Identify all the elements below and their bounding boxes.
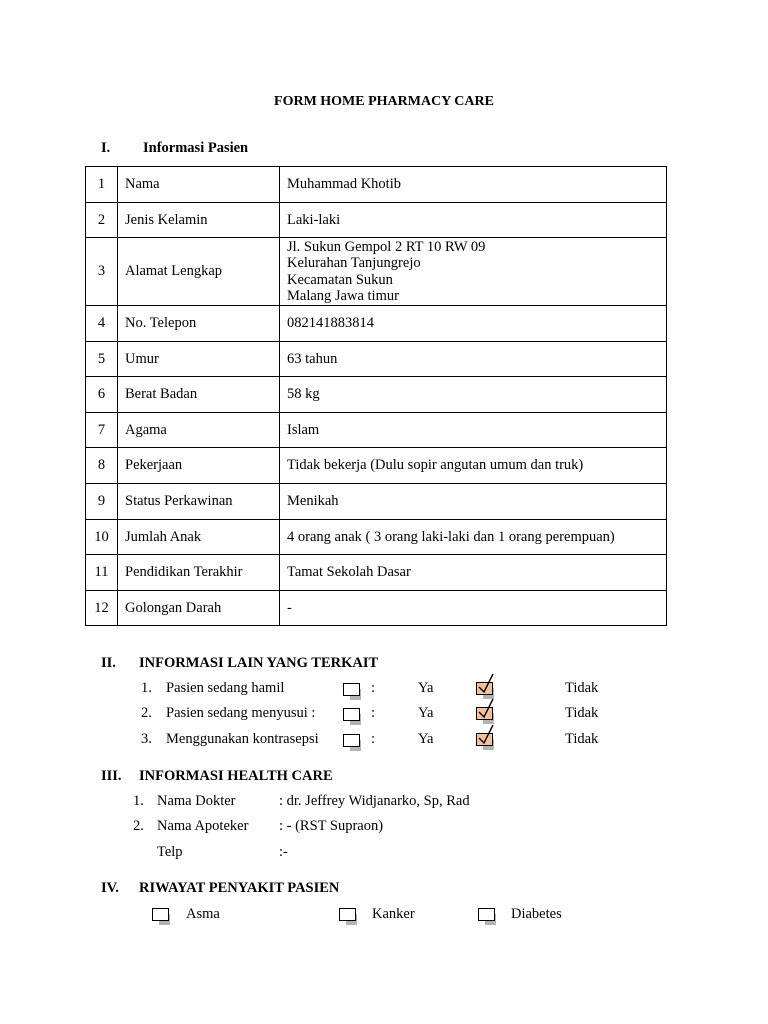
checkbox-box bbox=[339, 908, 356, 921]
disease-label: Asma bbox=[186, 906, 220, 922]
row-label: Status Perkawinan bbox=[118, 484, 280, 520]
row-value bbox=[280, 342, 667, 377]
row-label: Alamat Lengkap bbox=[118, 238, 280, 306]
row-value-line: 63 tahun bbox=[287, 350, 338, 367]
item-label: Nama Dokter bbox=[157, 793, 236, 809]
row-value bbox=[280, 591, 667, 626]
section-3-number: III. bbox=[101, 768, 122, 784]
table-row bbox=[86, 591, 667, 626]
table-row bbox=[86, 484, 667, 520]
item-value: : - (RST Supraon) bbox=[279, 818, 384, 834]
row-label: Pendidikan Terakhir bbox=[118, 555, 280, 591]
row-value bbox=[280, 167, 667, 203]
item-number: 1. bbox=[133, 793, 144, 809]
item-colon: : bbox=[371, 731, 376, 747]
table-row bbox=[86, 203, 667, 238]
item-label: Pasien sedang hamil bbox=[166, 680, 285, 696]
row-label: Berat Badan bbox=[118, 377, 280, 413]
item-label: Pasien sedang menyusui : bbox=[166, 705, 316, 721]
row-label: No. Telepon bbox=[118, 306, 280, 342]
checkbox-box bbox=[343, 734, 360, 747]
disease-checkbox-diabetes[interactable] bbox=[478, 908, 495, 921]
no-checkbox[interactable] bbox=[476, 682, 493, 695]
disease-checkbox-kanker[interactable] bbox=[339, 908, 356, 921]
table-row bbox=[86, 306, 667, 342]
row-number: 8 bbox=[86, 448, 118, 484]
item-number: 2. bbox=[141, 705, 152, 721]
row-value-line: 58 kg bbox=[287, 386, 320, 403]
table-row bbox=[86, 167, 667, 203]
item-number: 3. bbox=[141, 731, 152, 747]
checkbox-box bbox=[343, 683, 360, 696]
table-row bbox=[86, 238, 667, 306]
section-4-number: IV. bbox=[101, 880, 119, 896]
item-value: : dr. Jeffrey Widjanarko, Sp, Rad bbox=[279, 793, 470, 809]
row-number: 9 bbox=[86, 484, 118, 520]
table-row bbox=[86, 555, 667, 591]
no-label: Tidak bbox=[565, 680, 599, 696]
checkbox-box bbox=[478, 908, 495, 921]
row-value bbox=[280, 238, 667, 306]
no-checkbox[interactable] bbox=[476, 733, 493, 746]
row-value-line: 082141883814 bbox=[287, 315, 374, 332]
row-number: 10 bbox=[86, 520, 118, 555]
section-4-heading: RIWAYAT PENYAKIT PASIEN bbox=[139, 880, 340, 896]
row-value bbox=[280, 306, 667, 342]
row-value-line: - bbox=[287, 599, 292, 616]
yes-checkbox[interactable] bbox=[343, 683, 360, 696]
disease-checkbox-asma[interactable] bbox=[152, 908, 169, 921]
disease-label: Diabetes bbox=[511, 906, 562, 922]
item-number: 2. bbox=[133, 818, 144, 834]
row-value-line: Islam bbox=[287, 421, 320, 438]
item-label: Nama Apoteker bbox=[157, 818, 249, 834]
row-label: Pekerjaan bbox=[118, 448, 280, 484]
checkmark-icon bbox=[476, 723, 498, 747]
row-value-line: 4 orang anak ( 3 orang laki-laki dan 1 orang perempuan) bbox=[287, 528, 615, 545]
item-colon: : bbox=[371, 705, 376, 721]
row-value-line: Kelurahan Tanjungrejo bbox=[287, 255, 421, 271]
table-row bbox=[86, 448, 667, 484]
form-title: FORM HOME PHARMACY CARE bbox=[274, 94, 494, 109]
table-row bbox=[86, 413, 667, 448]
section-1-number: I. bbox=[101, 140, 111, 156]
row-value-line: Tamat Sekolah Dasar bbox=[287, 564, 411, 581]
disease-label: Kanker bbox=[372, 906, 415, 922]
section-2-number: II. bbox=[101, 655, 116, 671]
row-value-line: Menikah bbox=[287, 493, 339, 510]
row-number: 2 bbox=[86, 203, 118, 238]
row-value-line: Jl. Sukun Gempol 2 RT 10 RW 09 bbox=[287, 238, 486, 255]
checkmark-icon bbox=[476, 672, 498, 696]
item-label: Telp bbox=[157, 844, 183, 860]
no-label: Tidak bbox=[565, 731, 599, 747]
no-checkbox[interactable] bbox=[476, 707, 493, 720]
checkbox-box bbox=[152, 908, 169, 921]
row-number: 4 bbox=[86, 306, 118, 342]
row-number: 11 bbox=[86, 555, 118, 591]
row-value bbox=[280, 377, 667, 413]
row-value bbox=[280, 520, 667, 555]
row-label: Jenis Kelamin bbox=[118, 203, 280, 238]
yes-checkbox[interactable] bbox=[343, 708, 360, 721]
row-number: 3 bbox=[86, 238, 118, 306]
item-number: 1. bbox=[141, 680, 152, 696]
table-row bbox=[86, 520, 667, 555]
row-number: 5 bbox=[86, 342, 118, 377]
row-label: Golongan Darah bbox=[118, 591, 280, 626]
yes-label: Ya bbox=[418, 680, 434, 696]
row-number: 12 bbox=[86, 591, 118, 626]
checkmark-icon bbox=[476, 697, 498, 721]
row-value-line: Kecamatan Sukun bbox=[287, 271, 393, 288]
yes-label: Ya bbox=[418, 705, 434, 721]
row-value bbox=[280, 484, 667, 520]
row-value bbox=[280, 555, 667, 591]
row-value bbox=[280, 413, 667, 448]
row-value bbox=[280, 448, 667, 484]
checkbox-box bbox=[343, 708, 360, 721]
row-label: Nama bbox=[118, 167, 280, 203]
yes-checkbox[interactable] bbox=[343, 734, 360, 747]
table-row bbox=[86, 377, 667, 413]
row-value-line: Laki-laki bbox=[287, 211, 341, 228]
row-number: 6 bbox=[86, 377, 118, 413]
section-1-heading: Informasi Pasien bbox=[143, 140, 249, 156]
row-number: 7 bbox=[86, 413, 118, 448]
item-label: Menggunakan kontrasepsi bbox=[166, 731, 319, 747]
row-value-line: Malang Jawa timur bbox=[287, 288, 399, 304]
item-value: :- bbox=[279, 844, 288, 860]
yes-label: Ya bbox=[418, 731, 434, 747]
row-number: 1 bbox=[86, 167, 118, 203]
patient-info-table bbox=[85, 166, 667, 626]
section-3-heading: INFORMASI HEALTH CARE bbox=[139, 768, 333, 784]
row-value bbox=[280, 203, 667, 238]
table-row bbox=[86, 342, 667, 377]
row-label: Agama bbox=[118, 413, 280, 448]
item-colon: : bbox=[371, 680, 376, 696]
row-value-line: Muhammad Khotib bbox=[287, 176, 401, 193]
row-label: Umur bbox=[118, 342, 280, 377]
row-label: Jumlah Anak bbox=[118, 520, 280, 555]
row-value-line: Tidak bekerja (Dulu sopir angutan umum dan truk) bbox=[287, 457, 584, 474]
section-2-heading: INFORMASI LAIN YANG TERKAIT bbox=[139, 655, 379, 671]
no-label: Tidak bbox=[565, 705, 599, 721]
